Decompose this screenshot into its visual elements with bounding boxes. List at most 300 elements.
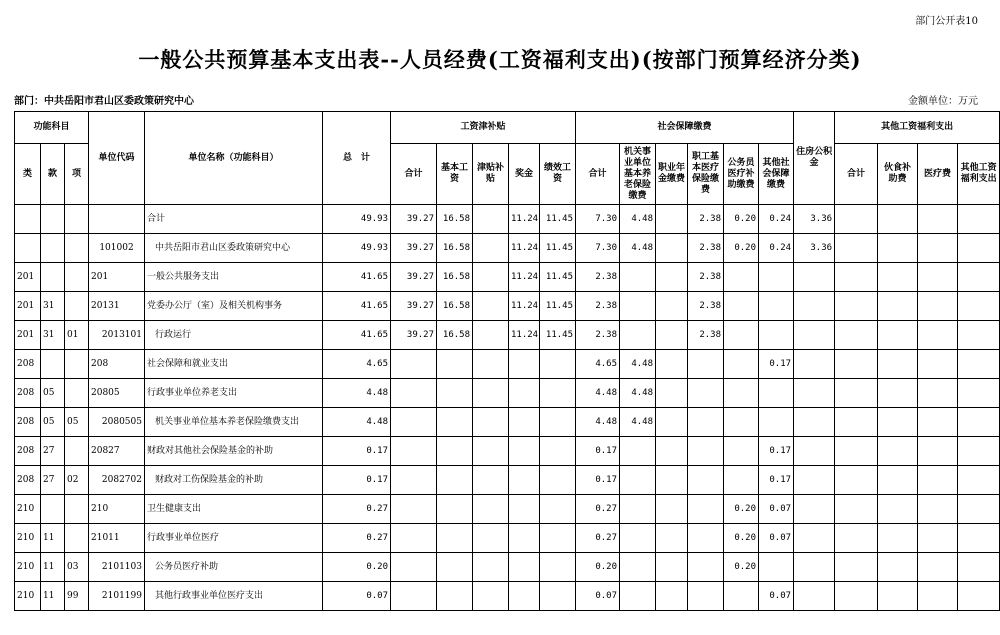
cell-social-civil-medical: 0.20 [724,495,759,524]
cell-other-medical [918,524,958,553]
cell-wage-basic: 16.58 [437,321,473,350]
cell-unit-name: 行政运行 [145,321,323,350]
cell-other-medical [918,292,958,321]
cell-kuan [41,495,65,524]
table-row [15,292,1000,321]
cell-social-pension [620,495,656,524]
cell-social-pension: 4.48 [620,205,656,234]
cell-other-meal [878,234,918,263]
cell-wage-bonus: 11.24 [509,263,540,292]
cell-social-other [759,379,794,408]
cell-unit-code: 2101199 [89,582,145,611]
cell-xiang [65,437,89,466]
cell-other-total [835,495,878,524]
cell-social-medical [688,524,724,553]
cell-social-total: 0.27 [576,495,620,524]
cell-xiang [65,205,89,234]
cell-social-total: 0.20 [576,553,620,582]
header-xiang: 项 [65,144,89,205]
cell-social-other: 0.17 [759,437,794,466]
cell-social-civil-medical [724,437,759,466]
cell-social-medical [688,350,724,379]
cell-unit-name: 社会保障和就业支出 [145,350,323,379]
cell-wage-total: 39.27 [391,263,437,292]
cell-wage-total [391,408,437,437]
cell-social-pension [620,437,656,466]
cell-housing [794,582,835,611]
cell-housing: 3.36 [794,205,835,234]
cell-wage-performance: 11.45 [540,263,576,292]
cell-total: 41.65 [323,292,391,321]
cell-social-annuity [656,408,688,437]
cell-wage-allowance [473,553,509,582]
cell-wage-allowance [473,234,509,263]
cell-wage-basic: 16.58 [437,234,473,263]
cell-other-meal [878,582,918,611]
cell-wage-basic: 16.58 [437,292,473,321]
cell-other-total [835,350,878,379]
cell-wage-allowance [473,321,509,350]
cell-unit-name: 行政事业单位养老支出 [145,379,323,408]
cell-housing [794,263,835,292]
cell-other-total [835,437,878,466]
table-body [15,205,1000,611]
cell-wage-bonus [509,524,540,553]
cell-wage-total: 39.27 [391,205,437,234]
cell-social-medical [688,582,724,611]
header-social-medical: 职工基本医疗保险缴费 [688,144,724,205]
cell-kuan: 27 [41,466,65,495]
cell-wage-basic [437,437,473,466]
cell-social-total: 0.17 [576,466,620,495]
cell-unit-name: 其他行政事业单位医疗支出 [145,582,323,611]
cell-social-annuity [656,205,688,234]
cell-unit-code: 20827 [89,437,145,466]
cell-wage-allowance [473,205,509,234]
cell-social-medical [688,466,724,495]
cell-social-other [759,408,794,437]
cell-wage-basic: 16.58 [437,263,473,292]
cell-social-other: 0.07 [759,495,794,524]
header-social-total: 合计 [576,144,620,205]
cell-unit-code: 2080505 [89,408,145,437]
cell-kuan: 11 [41,553,65,582]
cell-wage-basic [437,582,473,611]
cell-wage-total: 39.27 [391,321,437,350]
cell-unit-name: 财政对工伤保险基金的补助 [145,466,323,495]
table-row [15,321,1000,350]
header-social-annuity: 职业年金缴费 [656,144,688,205]
cell-wage-allowance [473,437,509,466]
cell-kuan [41,263,65,292]
cell-unit-code: 2101103 [89,553,145,582]
cell-other-medical [918,205,958,234]
cell-other-total [835,234,878,263]
cell-lei: 208 [15,437,41,466]
table-row [15,234,1000,263]
cell-lei: 208 [15,466,41,495]
cell-housing [794,321,835,350]
cell-wage-total: 39.27 [391,292,437,321]
cell-social-total: 4.48 [576,379,620,408]
cell-other-meal [878,379,918,408]
table-row [15,466,1000,495]
cell-housing [794,553,835,582]
cell-unit-name: 机关事业单位基本养老保险缴费支出 [145,408,323,437]
cell-wage-total [391,437,437,466]
cell-unit-code [89,205,145,234]
cell-social-pension [620,582,656,611]
cell-wage-total [391,582,437,611]
cell-social-civil-medical [724,379,759,408]
cell-unit-name: 财政对其他社会保险基金的补助 [145,437,323,466]
cell-other-medical [918,495,958,524]
cell-kuan [41,234,65,263]
cell-other-welfare [958,408,1000,437]
cell-xiang [65,379,89,408]
cell-lei: 210 [15,582,41,611]
cell-social-pension [620,524,656,553]
cell-wage-bonus [509,582,540,611]
cell-social-medical [688,379,724,408]
cell-other-welfare [958,524,1000,553]
cell-wage-bonus: 11.24 [509,321,540,350]
header-other-medical: 医疗费 [918,144,958,205]
cell-lei [15,234,41,263]
cell-wage-performance: 11.45 [540,205,576,234]
cell-kuan: 11 [41,582,65,611]
cell-lei: 208 [15,408,41,437]
header-other-group: 其他工资福利支出 [835,112,1000,144]
cell-wage-allowance [473,466,509,495]
cell-social-total: 0.07 [576,582,620,611]
cell-other-welfare [958,292,1000,321]
cell-total: 0.27 [323,524,391,553]
cell-social-civil-medical [724,263,759,292]
cell-social-annuity [656,379,688,408]
cell-wage-allowance [473,263,509,292]
cell-other-welfare [958,350,1000,379]
cell-wage-performance: 11.45 [540,292,576,321]
header-lei: 类 [15,144,41,205]
cell-lei: 201 [15,292,41,321]
header-social-other: 其他社会保障缴费 [759,144,794,205]
table-row [15,408,1000,437]
cell-other-meal [878,292,918,321]
form-number-label: 部门公开表10 [915,16,978,27]
cell-social-pension: 4.48 [620,379,656,408]
cell-other-meal [878,321,918,350]
cell-other-meal [878,495,918,524]
header-social-group: 社会保障缴费 [576,112,794,144]
cell-other-welfare [958,321,1000,350]
cell-wage-basic [437,350,473,379]
cell-wage-performance [540,553,576,582]
cell-other-welfare [958,553,1000,582]
cell-housing [794,292,835,321]
cell-social-annuity [656,582,688,611]
cell-total: 0.27 [323,495,391,524]
cell-wage-basic [437,466,473,495]
cell-xiang: 02 [65,466,89,495]
cell-unit-name: 合计 [145,205,323,234]
cell-unit-code: 210 [89,495,145,524]
cell-social-civil-medical [724,408,759,437]
cell-other-total [835,321,878,350]
cell-wage-allowance [473,495,509,524]
cell-other-total [835,466,878,495]
cell-wage-allowance [473,379,509,408]
cell-other-meal [878,263,918,292]
amount-unit-label: 金额单位：万元 [908,96,978,107]
cell-housing [794,379,835,408]
cell-other-medical [918,263,958,292]
cell-wage-performance: 11.45 [540,321,576,350]
cell-kuan: 11 [41,524,65,553]
cell-wage-bonus: 11.24 [509,234,540,263]
cell-social-civil-medical: 0.20 [724,524,759,553]
cell-social-other: 0.07 [759,524,794,553]
cell-social-pension [620,292,656,321]
cell-social-pension [620,263,656,292]
cell-social-other: 0.24 [759,234,794,263]
cell-other-total [835,408,878,437]
cell-other-welfare [958,437,1000,466]
cell-wage-performance [540,524,576,553]
department-label: 部门：中共岳阳市君山区委政策研究中心 [14,96,194,107]
cell-other-welfare [958,582,1000,611]
cell-social-annuity [656,234,688,263]
header-row-1 [15,112,1000,144]
cell-social-annuity [656,350,688,379]
cell-total: 4.48 [323,408,391,437]
cell-wage-bonus [509,350,540,379]
cell-wage-allowance [473,350,509,379]
cell-wage-performance [540,495,576,524]
cell-unit-name: 一般公共服务支出 [145,263,323,292]
cell-social-annuity [656,495,688,524]
cell-wage-basic [437,408,473,437]
cell-xiang [65,350,89,379]
cell-wage-bonus [509,408,540,437]
header-social-civil-medical: 公务员医疗补助缴费 [724,144,759,205]
cell-social-medical: 2.38 [688,263,724,292]
cell-social-pension [620,321,656,350]
cell-wage-total [391,524,437,553]
cell-wage-performance [540,582,576,611]
cell-wage-basic [437,553,473,582]
cell-social-medical [688,495,724,524]
header-wage-allowance: 津贴补贴 [473,144,509,205]
cell-social-civil-medical [724,350,759,379]
cell-social-other [759,321,794,350]
cell-housing [794,408,835,437]
cell-housing: 3.36 [794,234,835,263]
cell-other-medical [918,466,958,495]
cell-wage-performance: 11.45 [540,234,576,263]
cell-kuan: 31 [41,321,65,350]
cell-wage-total [391,495,437,524]
header-housing: 住房公积金 [794,112,835,205]
cell-wage-bonus [509,553,540,582]
cell-social-total: 2.38 [576,263,620,292]
cell-total: 4.65 [323,350,391,379]
cell-kuan [41,350,65,379]
cell-other-total [835,205,878,234]
cell-xiang: 03 [65,553,89,582]
cell-wage-total [391,553,437,582]
cell-housing [794,350,835,379]
cell-social-total: 2.38 [576,321,620,350]
cell-unit-code: 20131 [89,292,145,321]
cell-wage-allowance [473,524,509,553]
cell-wage-total [391,466,437,495]
cell-social-total: 4.48 [576,408,620,437]
cell-other-meal [878,437,918,466]
cell-wage-allowance [473,582,509,611]
cell-wage-total [391,379,437,408]
cell-other-medical [918,379,958,408]
cell-lei: 201 [15,321,41,350]
cell-wage-basic [437,379,473,408]
cell-other-total [835,292,878,321]
cell-wage-basic: 16.58 [437,205,473,234]
cell-social-annuity [656,553,688,582]
cell-other-welfare [958,263,1000,292]
cell-other-meal [878,466,918,495]
cell-social-other [759,263,794,292]
cell-social-pension [620,466,656,495]
header-other-total: 合计 [835,144,878,205]
cell-kuan [41,205,65,234]
cell-social-medical: 2.38 [688,234,724,263]
cell-wage-performance [540,350,576,379]
cell-social-other: 0.17 [759,466,794,495]
cell-lei [15,205,41,234]
cell-wage-total: 39.27 [391,234,437,263]
table-row [15,553,1000,582]
cell-social-total: 7.30 [576,234,620,263]
header-other-meal: 伙食补助费 [878,144,918,205]
cell-wage-basic [437,524,473,553]
cell-total: 0.20 [323,553,391,582]
table-row [15,582,1000,611]
cell-housing [794,495,835,524]
cell-wage-performance [540,437,576,466]
cell-social-total: 0.17 [576,437,620,466]
cell-unit-name: 公务员医疗补助 [145,553,323,582]
cell-lei: 210 [15,495,41,524]
cell-kuan: 31 [41,292,65,321]
cell-other-welfare [958,205,1000,234]
cell-unit-code: 21011 [89,524,145,553]
cell-lei: 208 [15,350,41,379]
cell-social-pension: 4.48 [620,234,656,263]
header-func-subject: 功能科目 [15,112,89,144]
cell-wage-total [391,350,437,379]
table-row [15,437,1000,466]
cell-social-medical: 2.38 [688,292,724,321]
cell-total: 41.65 [323,321,391,350]
cell-social-total: 0.27 [576,524,620,553]
cell-social-civil-medical: 0.20 [724,205,759,234]
cell-total: 49.93 [323,205,391,234]
cell-other-welfare [958,466,1000,495]
cell-total: 49.93 [323,234,391,263]
cell-xiang [65,263,89,292]
cell-social-civil-medical [724,582,759,611]
cell-other-welfare [958,379,1000,408]
table-row [15,379,1000,408]
cell-wage-bonus [509,466,540,495]
cell-other-medical [918,234,958,263]
cell-kuan: 27 [41,437,65,466]
cell-xiang [65,292,89,321]
cell-social-other [759,292,794,321]
cell-social-civil-medical: 0.20 [724,234,759,263]
cell-other-total [835,582,878,611]
cell-other-total [835,524,878,553]
cell-social-total: 4.65 [576,350,620,379]
cell-social-civil-medical [724,321,759,350]
cell-other-welfare [958,495,1000,524]
cell-social-medical: 2.38 [688,321,724,350]
cell-social-other [759,553,794,582]
cell-housing [794,437,835,466]
header-total: 总 计 [323,112,391,205]
cell-other-medical [918,582,958,611]
cell-xiang [65,495,89,524]
cell-wage-bonus: 11.24 [509,205,540,234]
cell-xiang [65,524,89,553]
cell-social-medical [688,437,724,466]
cell-social-annuity [656,321,688,350]
cell-lei: 208 [15,379,41,408]
cell-social-pension: 4.48 [620,350,656,379]
cell-unit-code: 2013101 [89,321,145,350]
cell-housing [794,466,835,495]
cell-unit-code: 101002 [89,234,145,263]
cell-social-total: 7.30 [576,205,620,234]
cell-other-total [835,379,878,408]
cell-kuan: 05 [41,379,65,408]
cell-wage-allowance [473,408,509,437]
cell-wage-basic [437,495,473,524]
header-unit-name: 单位名称（功能科目） [145,112,323,205]
cell-other-meal [878,408,918,437]
cell-social-annuity [656,524,688,553]
cell-wage-allowance [473,292,509,321]
cell-unit-code: 208 [89,350,145,379]
cell-unit-code: 20805 [89,379,145,408]
cell-other-meal [878,205,918,234]
cell-other-medical [918,437,958,466]
cell-other-welfare [958,234,1000,263]
cell-total: 0.17 [323,437,391,466]
cell-social-annuity [656,292,688,321]
cell-lei: 201 [15,263,41,292]
table-row [15,495,1000,524]
cell-other-medical [918,350,958,379]
cell-total: 4.48 [323,379,391,408]
cell-unit-name: 行政事业单位医疗 [145,524,323,553]
cell-wage-bonus [509,437,540,466]
cell-housing [794,524,835,553]
header-unit-code: 单位代码 [89,112,145,205]
cell-social-medical [688,553,724,582]
cell-social-medical [688,408,724,437]
header-other-welfare: 其他工资福利支出 [958,144,1000,205]
